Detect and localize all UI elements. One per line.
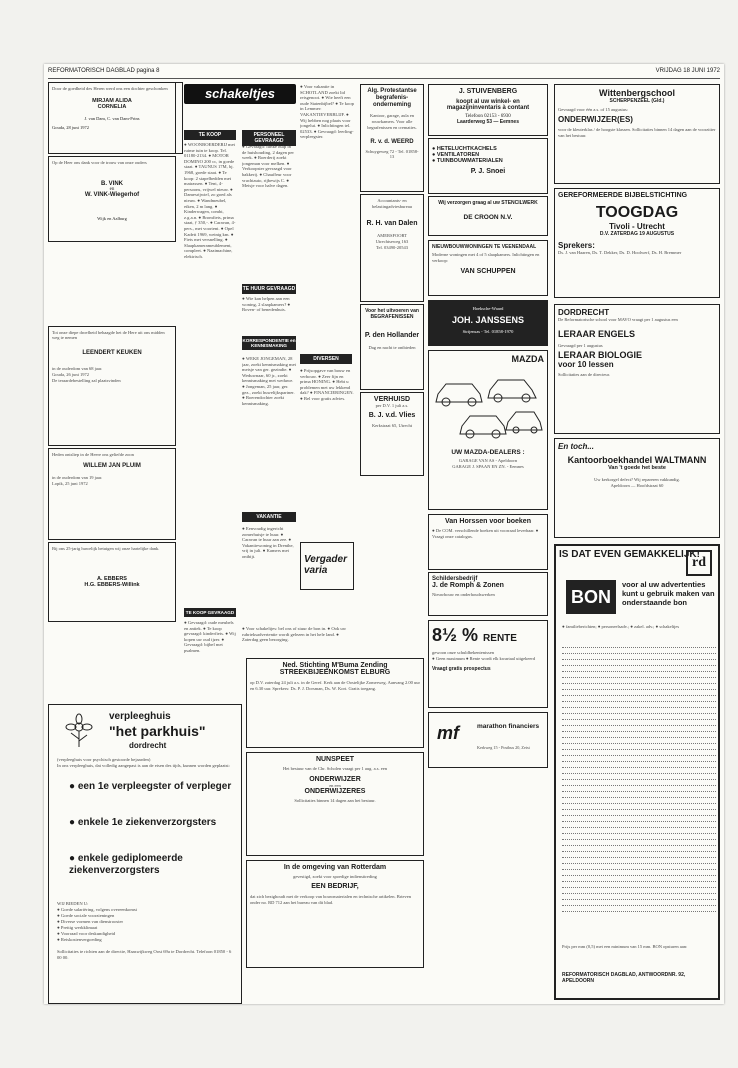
schakeltjes-banner [184, 84, 296, 104]
stuivenberg-addr: Laarderweg 53 — Eemnes [457, 119, 519, 125]
ad-rente: 8½ % RENTE gewoon onze schuldbekentenissen ● Geen maximum ● Rente wordt elk kwartaal uitgekeerd Vraagt gratis prospectus [428, 620, 548, 708]
te-koop-column: ● WOONBOERDERIJ met ruime tuin te koop. Tel. 01180-2134. ● MOTOR DOMINO 200 cc, in goede staat. ● TAUNUS 17M, bj. 1968, goede staat. ● Te koop: 2 stapelbedden met matrassen. ● Tent, 4-persoons, vrijwel nieuw. ● Damesrijwiel, zo goed als nieuw. ● Wandmeubel, eiken, 2 m lang. ● Kinderwagen, combi, z.g.a.n. ● Bromfiets, prima staat, ƒ 350,-. ● Caravan, 4-pers., met voortent. ● Opel Kadett 1969, weinig km. ● Fiets met versnelling. ● Slaapkamerameublement, compleet. ● Naaimachine, elektrisch. [184, 142, 236, 259]
verhuisd-name: B. J. v.d. Vlies [368, 412, 416, 419]
ad-marathon: mf marathon financiers Kerkweg 15 - Postbus 20, Zeist [428, 712, 548, 768]
wedding-groom: B. VINK [100, 181, 123, 187]
rente-sub: Vraagt gratis prospectus [432, 666, 491, 672]
thanks-name-1: A. EBBERS [97, 576, 127, 582]
ad-stuivenberg [428, 84, 548, 136]
personeel-column: ● Gevraagd: flinke hulp in de huishouding, 2 dagen per week. ● Boerderij zoekt jongeman voor melken. ● Verkoopster gevraagd voor bakkerij. ● Chauffeur voor vrachtauto, rijbewijs C. ● Meisje voor halve dagen. [242, 144, 294, 189]
vakantie-header: VAKANTIE [242, 512, 296, 522]
correspondentie-header: KORRESPONDENTIE en KENNISMAKING [242, 338, 296, 348]
wedding-tail: Wijk en Aalburg [97, 216, 127, 221]
thanks-notice: Bij ons 25-jarig huwelijk betuigen wij onze hartelijke dank. A. EBBERS H.G. EBBERS-Willink [48, 542, 176, 622]
elburg-title: STREEKBIJEENKOMST ELBURG [279, 669, 391, 676]
boeken-title: Van Horssen voor boeken [445, 518, 531, 525]
schuppen-name: VAN SCHUPPEN [460, 268, 516, 275]
birth-name-2: CORNELIA [97, 103, 127, 110]
dordrecht-job2: LERAAR BIOLOGIE [558, 350, 643, 360]
toogdag-head: GEREFORMEERDE BIJBELSTICHTING [558, 192, 688, 199]
rd-logo-icon: rd [686, 550, 712, 576]
waltmann-title: En toch... [558, 442, 594, 451]
ad-den-hollander: Voor het uitvoeren van BEGRAFENISSEN P. den Hollander Dag en nacht te ontbieden [360, 304, 424, 390]
ad-toogdag: GEREFORMEERDE BIJBELSTICHTING TOOGDAG Tivoli - Utrecht D.V. ZATERDAG 19 AUGUSTUS Sprekers: Ds. J. van Haaren, Ds. T. Dekker, Ds. D. Hoolwerf, Ds. H. Bremmer [554, 188, 720, 298]
hollander-name: P. den Hollander [364, 332, 420, 339]
wedding-announcement: Op de Heer ons dank voor de trouw van onze ouders B. VINK en W. VINK-Wiegerhof Wijk en Aalburg [48, 156, 176, 242]
ad-janssens: Hoeksche-Waard JOH. JANSSENS Strijensas - Tel. 01858-1970 [428, 300, 548, 346]
parkhuis-point-2: enkele 1e ziekenverzorgsters [77, 817, 217, 828]
flower-icon [59, 713, 99, 749]
stuivenberg-line2: magazijninventaris à contant [446, 105, 530, 111]
ad-bon-coupon: IS DAT EVEN GEMAKKELIJK! rd BON voor al uw advertenties kunt u gebruik maken van onderstaande bon ● familieberichten; ● personeelsadv.; ● zakel. adv.; ● schakeltjes Prijs per mm (0,5) met een minimum van 15 mm. BON opsturen aan: REFORMATORISCH DAGBLAD, ANTWOORDNR. 92, APELDOORN [554, 544, 720, 1000]
ad-mbuma-zending: Ned. Stichting M'Buma Zending STREEKBIJEENKOMST ELBURG op D.V. zaterdag 24 juli a.s. in de Geref. Kerk aan de Oostelijke Zomerweg. Aanvang 2.00 uur en 6.30 uur. Sprekers: Ds. P. J. Dorsman, Ds. W. Kort. Gratis toegang. [246, 658, 424, 748]
stuivenberg-tel: Telefoon 02153 - 6930 [465, 114, 511, 119]
dordrecht-hours: voor 10 lessen [558, 360, 614, 369]
birth-parents: J. van Dam, C. van Dam-Prins [84, 115, 140, 121]
parkhuis-city: dordrecht [129, 741, 167, 750]
item-2: VENTILATOREN [436, 152, 480, 158]
diversen-header: DIVERSEN [300, 354, 352, 364]
janssens-name: JOH. JANSSENS [451, 315, 525, 325]
parkhuis-point-3: enkele gediplomeerde ziekenverzorgsters [69, 853, 183, 876]
death-notice-1: Tot onze diepe droefheid behaagde het de Here uit ons midden weg te nemen LEENDERT KEUKEN in de ouderdom van 68 jaar. Gouda, 26 juni 1972 De teraardebestelling zal plaatsvinden [48, 326, 176, 446]
toogdag-sprekers: Sprekers: [558, 241, 595, 250]
ad-van-schuppen: NIEUWBOUWWONINGEN TE VEENENDAAL Moderne woningen met 4 of 5 slaapkamers. Inlichtingen en verkoop: VAN SCHUPPEN [428, 240, 548, 296]
schakeltjes-title: schakeltjes [204, 86, 276, 101]
ad-croon: Wij verzorgen graag al uw STENCILWERK DE CROON N.V. [428, 196, 548, 236]
croon-name: DE CROON N.V. [463, 214, 513, 221]
birth-place: Gouda, 28 juni 1972 [52, 124, 89, 130]
vergader-varia: Vergader varia [300, 542, 354, 590]
snoei-name: P. J. Snoei [470, 168, 506, 175]
romph-name: J. de Romph & Zonen [432, 582, 504, 589]
wittenberg-sub: SCHERPENZEEL (Gld.) [609, 98, 665, 104]
rotterdam-title: In de omgeving van Rotterdam [283, 864, 387, 871]
death-name-2: WILLEM JAN PLUIM [83, 463, 141, 469]
ad-verhuisd: VERHUISD per D.V. 1 juli a.s. B. J. v.d. Vlies Kerkstraat 65, Utrecht [360, 392, 424, 476]
protestantse-name: R. v. d. WEERD [370, 139, 414, 145]
mazda-brand: MAZDA [511, 354, 544, 364]
rente-big: 8½ % RENTE [432, 625, 517, 645]
page-header [48, 66, 720, 79]
header-right: VRIJDAG 18 JUNI 1972 [655, 68, 720, 74]
hollander-head: Voor het uitvoeren van BEGRAFENISSEN [365, 308, 419, 320]
wedding-bride: W. VINK-Wiegerhof [84, 192, 140, 198]
mazda-slogan: UW MAZDA-DEALERS : [451, 449, 525, 456]
dalen-name: R. H. van Dalen [366, 220, 418, 227]
item-1: HETELUCHTKACHELS [436, 146, 497, 152]
death-notice-2: Heden ontsliep in de Heere ons geliefde zoon WILLEM JAN PLUIM in de ouderdom van 19 jaar. Lopik, 25 juni 1972 [48, 448, 176, 540]
birth-name-1: MIRJAM ALIDA [92, 97, 132, 104]
wittenberg-job: ONDERWIJZER(ES) [558, 115, 633, 124]
bon-write-lines[interactable] [562, 642, 716, 914]
thanks-name-2: H.G. EBBERS-Willink [84, 582, 140, 588]
stuivenberg-name: J. STUIVENBERG [458, 88, 518, 95]
correspondentie-column: ● WEKE JONGEMAN, 28 jaar, zoekt kennismaking met meisje van ger. gezindte. ● Weduwnaar, 60 jr., zoekt kennismaking met weduwe. ● Jongeman, 25 jaar, ger. gez., zoekt huwelijkspartner. ● Boerendochter zoekt kennismaking. [242, 356, 296, 406]
parkhuis-point-1: een 1e verpleegster of verpleger [77, 781, 232, 792]
ad-snoei: ● HETELUCHTKACHELS ● VENTILATOREN ● TUINBOUWMATERIALEN P. J. Snoei [428, 138, 548, 194]
ad-protestantse-begrafenis: Alg. Protestantse begrafenis-onderneming Kantoor, garage, aula en rouwkamers. Voor alle begrafenissen en crematies. R. v. d. WEERD Schuygeweg 72 - Tel. 01858-13 [360, 84, 424, 192]
wedding-and: en [109, 187, 115, 192]
ad-van-dalen: Accountants- en belastingadviesbureau R. H. van Dalen AMERSFOORT Utrechtseweg 163 Tel. 03490-20543 [360, 194, 424, 302]
protestantse-title: Alg. Protestantse begrafenis-onderneming [367, 88, 417, 108]
marathon-logo: mf [437, 723, 459, 743]
stuivenberg-line1: koopt al uw winkel- en [456, 99, 520, 105]
bedrijf-title: EEN BEDRIJF, [311, 883, 359, 890]
te-koop-gevraagd-header: TE KOOP GEVRAAGD [185, 610, 235, 615]
ad-dordrecht: DORDRECHT De Reformatorische school voor MAVO vraagt per 1 augustus een LERAAR ENGELS Gevraagd per 1 augustus LERAAR BIOLOGIE voor 10 lessen Sollicitaties aan de directeur. [554, 304, 720, 434]
cars-illustration [432, 364, 544, 440]
te-huur-header: TE HUUR GEVRAAGD [242, 286, 296, 292]
ad-waltmann: En toch... Kantoorboekhandel WALTMANN Van 't goede het beste Uw kerkorgel defect? Wij repareren vakkundig. Apeldoorn — Hoofdstraat 60 [554, 438, 720, 538]
bon-footer: REFORMATORISCH DAGBLAD, ANTWOORDNR. 92, APELDOORN [562, 972, 686, 984]
personeel-header: PERSONEEL GEVRAAGD [242, 130, 296, 146]
item-3: TUINBOUWMATERIALEN [436, 158, 503, 164]
header-left: REFORMATORISCH DAGBLAD pagina 8 [48, 68, 160, 74]
dordrecht-job1: LERAAR ENGELS [558, 329, 636, 339]
bon-logo: BON [566, 580, 616, 614]
waltmann-name: Kantoorboekhandel WALTMANN [567, 455, 707, 465]
ad-rotterdam: In de omgeving van Rotterdam gevestigd, zoekt voor spoedige indiensttreding EEN BEDRIJF, dat zich bezighoudt met de verkoop van bouwmaterialen en technische artikelen. Brieven onder no. RD 712 aan het bureau van dit blad. [246, 860, 424, 968]
verhuisd-title: VERHUISD [373, 396, 411, 403]
toogdag-title: TOOGDAG [595, 204, 679, 221]
te-koop-header: TE KOOP [184, 130, 236, 140]
onderwijzeres-title: ONDERWIJZERES [304, 788, 366, 795]
dordrecht-title: DORDRECHT [558, 308, 610, 317]
ad-mazda: MAZDA UW MAZDA-DEALERS : GARAGE VAN AS - Apeldoorn GARAGE J. SPAAN EN ZN. - Eemnes [428, 350, 548, 510]
nunspeet-title: NUNSPEET [315, 756, 355, 763]
waltmann-tag: Van 't goede het beste [608, 465, 666, 471]
bon-text: voor al uw advertenties kunt u gebruik maken van onderstaande bon [622, 580, 715, 607]
parkhuis-title: verpleeghuis [109, 711, 171, 722]
rente-word: RENTE [483, 633, 517, 644]
ad-van-horssen: Van Horssen voor boeken ● De COM. verschillende boeken uit voorraad leverbaar. ● Vraagt onze catalogus. [428, 514, 548, 570]
onderwijzer-title: ONDERWIJZER [309, 776, 361, 783]
newspaper-page: REFORMATORISCH DAGBLAD pagina 8 VRIJDAG 18 JUNI 1972 Door de goedheid des Heren werd ons een dochter geschonken MIRJAM ALIDA CORNELIA J. van Dam, C. van Dam-Prins Gouda, 28 juni 1972 Op de Heer ons dank voor de trouw van onze ouders B. VINK en W. VINK-Wiegerhof Wijk en Aalburg Tot onze diepe droefheid behaagde het de Here uit ons midden weg te nemen LEENDERT KEUKEN in de ouderdom van 68 jaar. Gouda, 26 juni 1972 De teraardebestelling zal plaatsvinden Heden ontsliep in de Heere ons geliefde zoon WILLEM JAN PLUIM in de ouderdom van 19 jaar. Lopik, 25 juni 1972 Bij ons 25-jarig huwelijk betuigen wij onze hartelijke dank. A. EBBERS H.G. EBBERS-Willink schakeltjes TE KOOP PERSONEEL GEVRAAGD TE HUUR GEVRAAGD KORRESPONDENTIE en KENNISMAKING VAKANTIE TE KOOP GEVRAAGD DIVERSEN Vergader varia ● WOONBOERDERIJ met ruime tuin te koop. Tel. 01180-2134. ● MOTOR DOMINO 200 cc, in goede staat. ● TAUNUS 17M, bj. 1968, goede staat. ● Te koop: 2 stapelbedden met matrassen. ● Tent, 4-persoons, vrijwel nieuw. ● Damesrijwiel, zo goed als nieuw. ● Wandmeubel, eiken, 2 m lang. ● Kinderwagen, combi, z.g.a.n. ● Bromfiets, prima staat, ƒ 350,-. ● Caravan, 4-pers., met voortent. ● Opel Kadett 1969, weinig km. ● Fiets met versnelling. ● Slaapkamerameublement, compleet. ● Naaimachine, elektrisch. ● Gevraagd: flinke hulp in de huishouding, 2 dagen per week. ● Boerderij zoekt jongeman voor melken. ● Verkoopster gevraagd voor bakkerij. ● Chauffeur voor vrachtauto, rijbewijs C. ● Meisje voor halve dagen. ● Wie kan helpen aan een woning, 2 slaapkamers? ● Boven- of benedenhuis. ● WEKE JONGEMAN, 28 jaar, zoekt kennismaking met meisje van ger. gezindte. ● Weduwnaar, 60 jr., zoekt kennismaking met weduwe. ● Jongeman, 25 jaar, ger. gez., zoekt huwelijkspartner. ● Boerendochter zoekt kennismaking. ● Eenvoudig ingericht zomerhuisje te huur. ● Caravan te huur aan zee. ● Vakantiewoning in Drenthe, vrij in juli. ● Kamers met ontbijt. ● Gevraagd: oude meubels en antiek. ● Te koop gevraagd: kinderfiets. ● Wij kopen uw oud ijzer. ● Gevraagd: bijbel met psalmen. ● Voor vakantie in SCHOTLAND zoekt lid reisgenoot. ● Wie heeft een oude Statenbijbel? ● Te koop in Lemmer: VAKANTIEVERBLIJF. ● Wij hebben nog plaats voor jongelui. ● Inlichtingen tel. 02533. ● Gevraagd: leerling-verpleegster. ● Prijsopgave van bouw en verbouw. ● Zeer fijn en prima HONING. ● Hebt u problemen met uw lekkend dak? ● FINANCIERINGEN. ● Bel voor gratis advies. ● Voor schakeltjes: bel ons of stuur de bon in. ● Ook uw rubrieksadvertentie wordt gelezen in het hele land. ● Zaterdag geen bezorging. Alg. Protestantse begrafenis-onderneming Kantoor, garage, aula en rouwkamers. Voor alle begrafenissen en crematies. R. v. d. WEERD Schuygeweg 72 - Tel. 01858-13 J. STUIVENBERG koopt al uw winkel- en magazijninventaris à contant Telefoon 02153 - 6930 Laarderweg 53 — Eemnes ● HETELUCHTKACHELS ● VENTILATOREN ● TUINBOUWMATERIALEN P. J. Snoei Accountants- en belastingadviesbureau R. H. van Dalen AMERSFOORT Utrechtseweg 163 Tel. 03490-20543 Wij verzorgen graag al uw STENCILWERK DE CROON N.V. Voor het uitvoeren van BEGRAFENISSEN P. den Hollander Dag en nacht te ontbieden NIEUWBOUWWONINGEN TE VEENENDAAL Moderne woningen met 4 of 5 slaapkamers. Inlichtingen en verkoop: VAN SCHUPPEN VERHUISD per D.V. 1 juli a.s. B. J. v.d. Vlies Kerkstraat 65, Utrecht Hoeksche-Waard JOH. JANSSENS Strijensas - Tel. 01858-1970 MAZDA UW MAZDA-DEALERS : GARAGE VAN AS - Apeldoorn GARAGE J. SPAAN EN ZN. - Eemnes Van Horssen voor boeken ● De COM. verschillende boeken uit voorraad leverbaar. ● Vraagt onze catalogus. Schildersbedrijf J. de Romph & Zonen Nieuwbouw en onderhoudswerken 8½ % RENTE gewoon onze schuldbekentenissen ● Geen maximum ● Rente wordt elk kwartaal uitgekeerd Vraagt gratis prospectus mf marathon financiers Kerkweg 15 - Postbus 20, Zeist Ned. Stichting M'Buma Zending STREEKBIJEENKOMST ELBURG op D.V. zaterdag 24 juli a.s. in de Geref. Kerk aan de Oostelijke Zomerweg. Aanvang 2.00 uur en 6.30 uur. Sprekers: Ds. P. J. Dorsman, Ds. W. Kort. Gratis toegang. NUNSPEET Het bestuur van de Chr. Scholen vraagt per 1 aug. a.s. een ONDERWIJZER en een ONDERWIJZERES Sollicitaties binnen 14 dagen aan het bestuur. In de omgeving van Rotterdam gevestigd, zoekt voor spoedige indiensttreding EEN BEDRIJF, dat zich bezighoudt met de verkoop van bouwmaterialen en technische artikelen. Brieven onder no. RD 712 aan het bureau van dit blad. verpleeghuis "het parkhuis" dordrecht (verpleeghuis voor psychisch gestoorde bejaarden) In ons verpleeghuis, dat volledig aangepast is aan de eisen des tijds, kunnen worden geplaatst: ● een 1e verpleegster of verpleger ● enkele 1e ziekenverzorgsters ● enkele gediplomeerde ziekenverzorgsters WIJ BIEDEN U: ● Goede salariëring, volgens overeenkomst ● Goede sociale voorzieningen ● Diverse vormen van dienstrooster ● Prettig werkklimaat ● Voorraad voor deskundigheid ● Reiskostenvergoeding Sollicitaties te richten aan de directie, Haaswijkweg Oost 69a te Dordrecht. Telefoon 01850 - 6 00 00. Wittenbergschool SCHERPENZEEL (Gld.) Gevraagd voor één a.s. of 15 augustus: ONDERWIJZER(ES) voor de kleuterklas / de hoogste klassen. Sollicitaties binnen 14 dagen aan de voorzitter van het bestuur. GEREFORMEERDE BIJBELSTICHTING TOOGDAG Tivoli - Utrecht D.V. ZATERDAG 19 AUGUSTUS Sprekers: Ds. J. van Haaren, Ds. T. Dekker, Ds. D. Hoolwerf, Ds. H. Bremmer DORDRECHT De Reformatorische school voor MAVO vraagt per 1 augustus een LERAAR ENGELS Gevraagd per 1 augustus LERAAR BIOLOGIE voor 10 lessen Sollicitaties aan de directeur. En toch... Kantoorboekhandel WALTMANN Van 't goede het beste Uw kerkorgel defect? Wij repareren vakkundig. Apeldoorn — Hoofdstraat 60 IS DAT EVEN GEMAKKELIJK! rd BON voor al uw advertenties kunt u gebruik maken van onderstaande bon ● familieberichten; ● personeelsadv.; ● zakel. adv.; ● schakeltjes Prijs per mm (0,5) met een minimum van 15 mm. BON opsturen aan: REFORMATORISCH DAGBLAD, ANTWOORDNR. 92, APELDOORN [44, 64, 724, 1004]
ad-wittenbergschool: Wittenbergschool SCHERPENZEEL (Gld.) Gevraagd voor één a.s. of 15 augustus: ONDERWIJZER(ES) voor de kleuterklas / de hoogste klassen. Sollicitaties binnen 14 dagen aan de voorzitter van het bestuur. [554, 84, 720, 184]
wittenberg-title: Wittenbergschool [599, 88, 675, 98]
ned-title: Ned. Stichting M'Buma Zending [282, 662, 388, 669]
ad-romph: Schildersbedrijf J. de Romph & Zonen Nieuwbouw en onderhoudswerken [428, 572, 548, 616]
ad-parkhuis: verpleeghuis "het parkhuis" dordrecht (verpleeghuis voor psychisch gestoorde bejaarden) In ons verpleeghuis, dat volledig aangepast is aan de eisen des tijds, kunnen worden geplaatst: ● een 1e verpleegster of verpleger ● enkele 1e ziekenverzorgsters ● enkele gediplomeerde ziekenverzorgsters WIJ BIEDEN U: ● Goede salariëring, volgens overeenkomst ● Goede sociale voorzieningen ● Diverse vormen van dienstrooster ● Prettig werkklimaat ● Voorraad voor deskundigheid ● Reiskostenvergoeding Sollicitaties te richten aan de directie, Haaswijkweg Oost 69a te Dordrecht. Telefoon 01850 - 6 00 00. [48, 704, 242, 1004]
toogdag-place: Tivoli - Utrecht [609, 222, 665, 231]
ad-nunspeet: NUNSPEET Het bestuur van de Chr. Scholen vraagt per 1 aug. a.s. een ONDERWIJZER en een ONDERWIJZERES Sollicitaties binnen 14 dagen aan het bestuur. [246, 752, 424, 856]
parkhuis-name: "het parkhuis" [109, 723, 206, 739]
death-name-1: LEENDERT KEUKEN [82, 350, 142, 356]
birth-announcement: Door de goedheid des Heren werd ons een dochter geschonken MIRJAM ALIDA CORNELIA J. van Dam, C. van Dam-Prins Gouda, 28 juni 1972 [48, 82, 176, 154]
bon-head: IS DAT EVEN GEMAKKELIJK! [559, 549, 700, 560]
marathon-name: marathon financiers [477, 723, 540, 730]
